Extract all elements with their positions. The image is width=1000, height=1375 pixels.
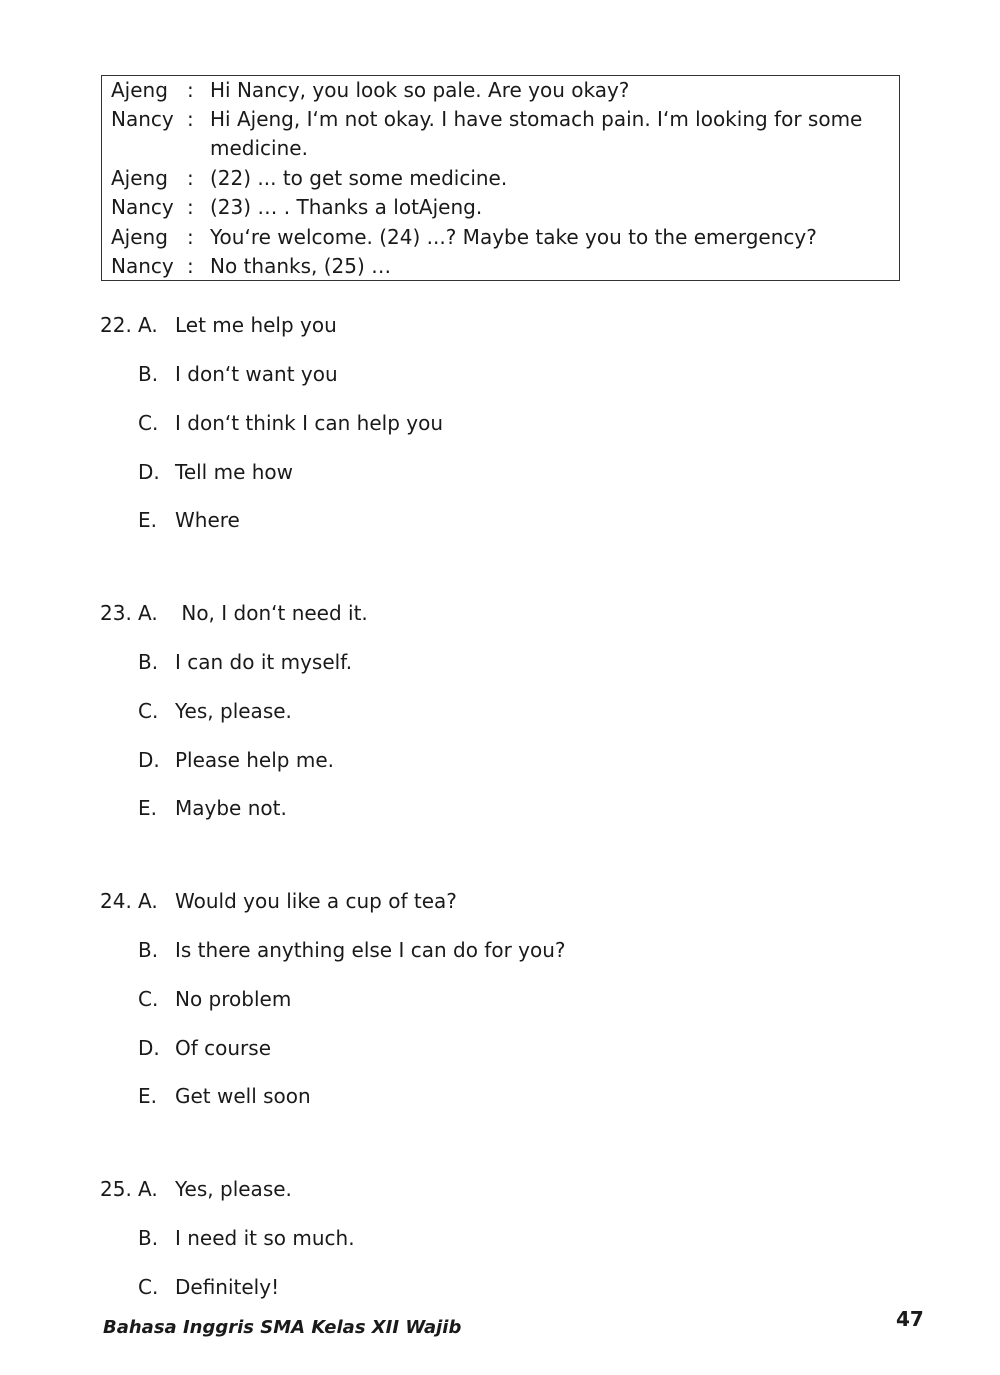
option-letter: B. (138, 1226, 159, 1250)
option-text: Definitely! (175, 1275, 280, 1299)
option-letter: E. (138, 508, 157, 532)
dialogue-text: (23) … . Thanks a lotAjeng. (210, 195, 483, 219)
dialogue-speaker: Nancy (111, 107, 174, 131)
dialogue-separator: : (187, 195, 194, 219)
option-text: Please help me. (175, 748, 334, 772)
dialogue-box (101, 75, 900, 281)
dialogue-separator: : (187, 254, 194, 278)
option-text: Yes, please. (175, 699, 292, 723)
dialogue-separator: : (187, 225, 194, 249)
option-letter: B. (138, 650, 159, 674)
option-letter: C. (138, 699, 159, 723)
dialogue-speaker: Nancy (111, 195, 174, 219)
option-letter: E. (138, 1084, 157, 1108)
option-letter: A. (138, 1177, 158, 1201)
dialogue-separator: : (187, 107, 194, 131)
page-number: 47 (896, 1307, 924, 1331)
option-letter: A. (138, 889, 158, 913)
option-text: I can do it myself. (175, 650, 353, 674)
option-text: No, I don‘t need it. (175, 601, 368, 625)
option-letter: C. (138, 987, 159, 1011)
option-letter: D. (138, 1036, 160, 1060)
dialogue-text: medicine. (210, 136, 308, 160)
option-text: Get well soon (175, 1084, 311, 1108)
dialogue-text: You‘re welcome. (24) ...? Maybe take you to the emergency? (210, 225, 817, 249)
dialogue-text: Hi Ajeng, I‘m not okay. I have stomach pain. I‘m looking for some (210, 107, 863, 131)
option-letter: B. (138, 362, 159, 386)
dialogue-text: (22) ... to get some medicine. (210, 166, 508, 190)
question-number: 22. (100, 313, 132, 337)
option-letter: D. (138, 748, 160, 772)
option-letter: C. (138, 1275, 159, 1299)
dialogue-text: No thanks, (25) … (210, 254, 392, 278)
option-text: I need it so much. (175, 1226, 355, 1250)
option-text: Is there anything else I can do for you? (175, 938, 566, 962)
dialogue-speaker: Ajeng (111, 166, 168, 190)
dialogue-text: Hi Nancy, you look so pale. Are you okay? (210, 78, 630, 102)
dialogue-speaker: Nancy (111, 254, 174, 278)
question-number: 23. (100, 601, 132, 625)
option-letter: D. (138, 460, 160, 484)
option-text: No problem (175, 987, 292, 1011)
option-text: Tell me how (175, 460, 294, 484)
option-letter: B. (138, 938, 159, 962)
dialogue-speaker: Ajeng (111, 78, 168, 102)
option-text: Maybe not. (175, 796, 287, 820)
dialogue-separator: : (187, 78, 194, 102)
option-letter: C. (138, 411, 159, 435)
option-text: I don‘t think I can help you (175, 411, 443, 435)
option-letter: E. (138, 796, 157, 820)
option-text: Would you like a cup of tea? (175, 889, 457, 913)
option-letter: A. (138, 313, 158, 337)
dialogue-separator: : (187, 166, 194, 190)
footer-book-title: Bahasa Inggris SMA Kelas XII Wajib (103, 1317, 462, 1338)
option-text: Where (175, 508, 240, 532)
option-letter: A. (138, 601, 158, 625)
option-text: Of course (175, 1036, 271, 1060)
dialogue-speaker: Ajeng (111, 225, 168, 249)
option-text: I don‘t want you (175, 362, 338, 386)
question-number: 24. (100, 889, 132, 913)
option-text: Yes, please. (175, 1177, 292, 1201)
question-number: 25. (100, 1177, 132, 1201)
option-text: Let me help you (175, 313, 337, 337)
